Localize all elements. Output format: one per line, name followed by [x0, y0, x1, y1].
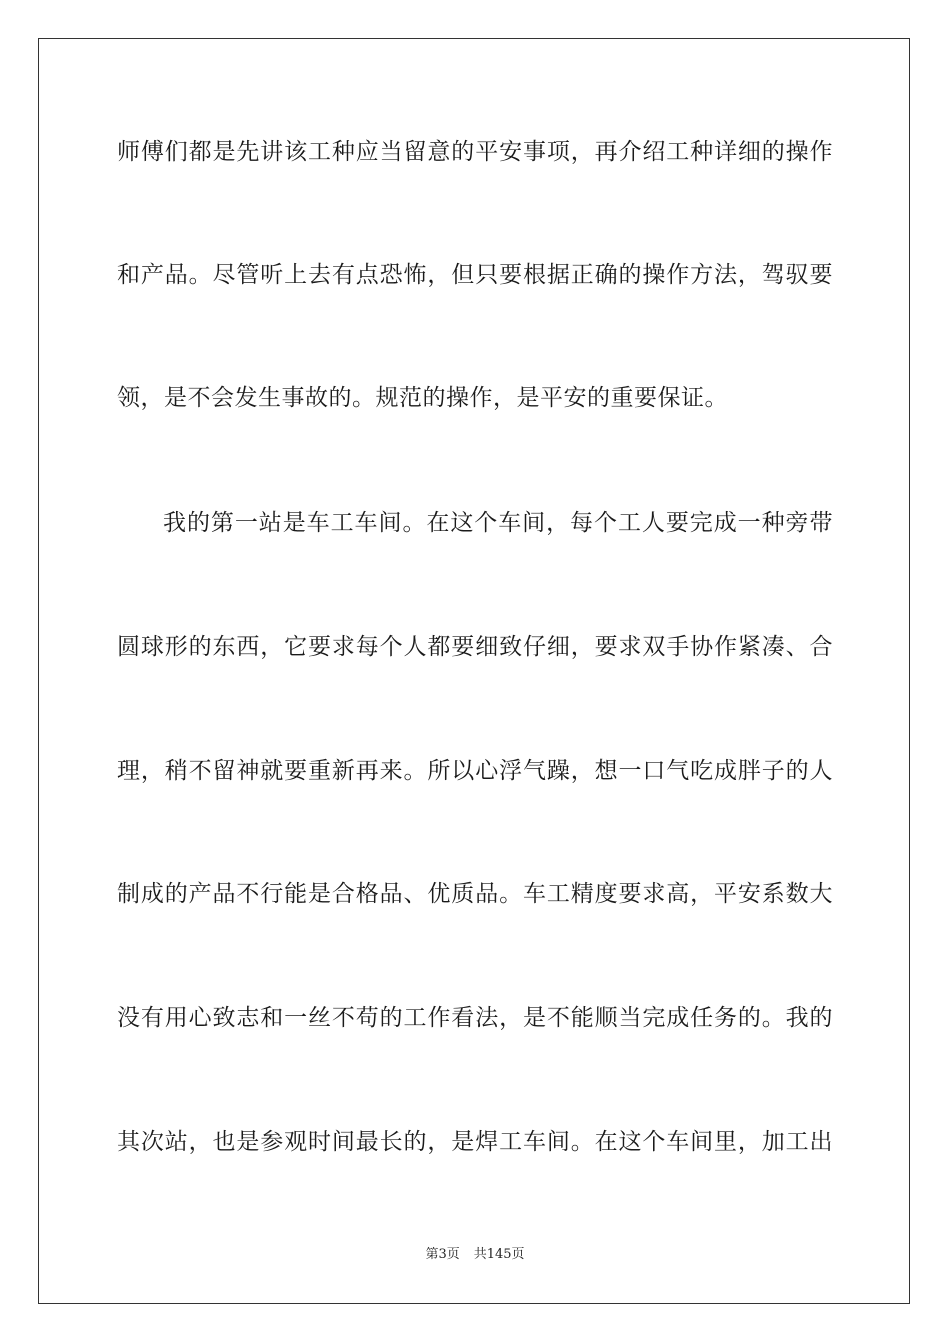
paragraph-2-line-6: 其次站，也是参观时间最长的，是焊工车间。在这个车间里，加工出: [117, 1129, 833, 1155]
paragraph-2-line-2: 圆球形的东西，它要求每个人都要细致仔细，要求双手协作紧凑、合: [117, 634, 833, 660]
page-frame: [38, 38, 910, 1304]
page-number: 第3页: [425, 1247, 460, 1262]
paragraph-2-line-4: 制成的产品不行能是合格品、优质品。车工精度要求高，平安系数大: [117, 881, 833, 907]
page-footer: [0, 1247, 950, 1263]
paragraph-1-line-2: 和产品。尽管听上去有点恐怖，但只要根据正确的操作方法，驾驭要: [117, 262, 833, 288]
paragraph-1-line-1: 师傅们都是先讲该工种应当留意的平安事项，再介绍工种详细的操作: [117, 139, 833, 165]
page-total: 共145页: [473, 1247, 525, 1262]
paragraph-1-line-3: 领，是不会发生事故的。规范的操作，是平安的重要保证。: [117, 385, 728, 411]
paragraph-2-line-1: 我的第一站是车工车间。在这个车间，每个工人要完成一种旁带: [163, 510, 833, 536]
paragraph-2-line-5: 没有用心致志和一丝不苟的工作看法，是不能顺当完成任务的。我的: [117, 1005, 833, 1031]
paragraph-2-line-3: 理，稍不留神就要重新再来。所以心浮气躁，想一口气吃成胖子的人: [117, 758, 833, 784]
